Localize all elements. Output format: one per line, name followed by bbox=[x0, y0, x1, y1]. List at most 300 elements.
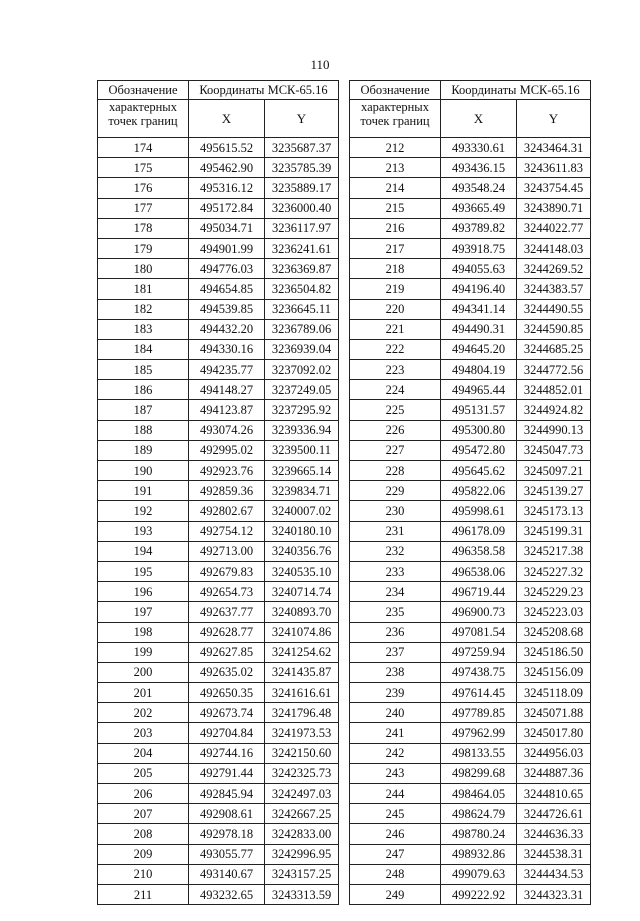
column-gap bbox=[339, 582, 350, 602]
left-x-cell: 492791.44 bbox=[189, 763, 265, 783]
right-y-cell: 3244383.57 bbox=[517, 279, 591, 299]
right-y-cell: 3244323.31 bbox=[517, 884, 591, 904]
table-row bbox=[98, 662, 591, 682]
right-point-cell: 214 bbox=[350, 178, 441, 198]
right-y-cell: 3244924.82 bbox=[517, 400, 591, 420]
right-y-cell: 3245173.13 bbox=[517, 501, 591, 521]
right-point-cell: 246 bbox=[350, 824, 441, 844]
left-point-cell: 175 bbox=[98, 158, 189, 178]
table-row bbox=[98, 360, 591, 380]
left-y-cell: 3242150.60 bbox=[265, 743, 339, 763]
left-y-cell: 3242996.95 bbox=[265, 844, 339, 864]
left-point-cell: 194 bbox=[98, 541, 189, 561]
left-x-cell: 492978.18 bbox=[189, 824, 265, 844]
right-point-cell: 229 bbox=[350, 481, 441, 501]
right-x-cell: 496719.44 bbox=[441, 582, 517, 602]
left-y-cell: 3239500.11 bbox=[265, 440, 339, 460]
left-point-cell: 180 bbox=[98, 259, 189, 279]
table-row bbox=[98, 299, 591, 319]
left-y-cell: 3242497.03 bbox=[265, 784, 339, 804]
column-gap bbox=[339, 884, 350, 904]
right-point-cell: 241 bbox=[350, 723, 441, 743]
right-x-cell: 496900.73 bbox=[441, 602, 517, 622]
right-y-cell: 3244022.77 bbox=[517, 218, 591, 238]
right-y-cell: 3243464.31 bbox=[517, 138, 591, 158]
right-point-cell: 232 bbox=[350, 541, 441, 561]
left-x-cell: 494539.85 bbox=[189, 299, 265, 319]
point-label-bottom-right: характерных точек границ bbox=[350, 100, 441, 138]
left-y-cell: 3239336.94 bbox=[265, 420, 339, 440]
column-gap bbox=[339, 642, 350, 662]
table-row bbox=[98, 561, 591, 581]
left-x-cell: 495172.84 bbox=[189, 198, 265, 218]
left-x-cell: 492754.12 bbox=[189, 521, 265, 541]
right-point-cell: 244 bbox=[350, 784, 441, 804]
table-row bbox=[98, 238, 591, 258]
right-x-cell: 498464.05 bbox=[441, 784, 517, 804]
left-x-cell: 492704.84 bbox=[189, 723, 265, 743]
left-y-cell: 3242325.73 bbox=[265, 763, 339, 783]
left-y-cell: 3241435.87 bbox=[265, 662, 339, 682]
right-y-cell: 3244990.13 bbox=[517, 420, 591, 440]
table-row bbox=[98, 198, 591, 218]
left-point-cell: 184 bbox=[98, 339, 189, 359]
column-gap bbox=[339, 784, 350, 804]
right-x-cell: 493330.61 bbox=[441, 138, 517, 158]
right-point-cell: 231 bbox=[350, 521, 441, 541]
point-label-bottom-left: характерных точек границ bbox=[98, 100, 189, 138]
table-row bbox=[98, 501, 591, 521]
left-x-cell: 493074.26 bbox=[189, 420, 265, 440]
y-header-right: Y bbox=[517, 100, 591, 138]
column-gap bbox=[339, 501, 350, 521]
left-y-cell: 3241796.48 bbox=[265, 703, 339, 723]
right-y-cell: 3244685.25 bbox=[517, 339, 591, 359]
left-y-cell: 3236645.11 bbox=[265, 299, 339, 319]
column-gap bbox=[339, 81, 350, 138]
right-point-cell: 245 bbox=[350, 804, 441, 824]
right-point-cell: 225 bbox=[350, 400, 441, 420]
table-row bbox=[98, 602, 591, 622]
column-gap bbox=[339, 279, 350, 299]
column-gap bbox=[339, 380, 350, 400]
table-row bbox=[98, 178, 591, 198]
left-x-cell: 492650.35 bbox=[189, 683, 265, 703]
left-x-cell: 495034.71 bbox=[189, 218, 265, 238]
right-y-cell: 3245223.03 bbox=[517, 602, 591, 622]
left-y-cell: 3235687.37 bbox=[265, 138, 339, 158]
left-point-cell: 189 bbox=[98, 440, 189, 460]
left-y-cell: 3237092.02 bbox=[265, 360, 339, 380]
column-gap bbox=[339, 440, 350, 460]
left-y-cell: 3236939.04 bbox=[265, 339, 339, 359]
column-gap bbox=[339, 824, 350, 844]
right-point-cell: 227 bbox=[350, 440, 441, 460]
left-point-cell: 196 bbox=[98, 582, 189, 602]
right-x-cell: 498780.24 bbox=[441, 824, 517, 844]
right-y-cell: 3244636.33 bbox=[517, 824, 591, 844]
table-row bbox=[98, 582, 591, 602]
right-x-cell: 493665.49 bbox=[441, 198, 517, 218]
left-y-cell: 3241616.61 bbox=[265, 683, 339, 703]
left-point-cell: 208 bbox=[98, 824, 189, 844]
left-point-cell: 198 bbox=[98, 622, 189, 642]
left-x-cell: 492679.83 bbox=[189, 561, 265, 581]
right-x-cell: 493789.82 bbox=[441, 218, 517, 238]
coordinates-table bbox=[97, 80, 591, 905]
table-row bbox=[98, 763, 591, 783]
column-gap bbox=[339, 864, 350, 884]
left-point-cell: 197 bbox=[98, 602, 189, 622]
table-row bbox=[98, 481, 591, 501]
column-gap bbox=[339, 541, 350, 561]
right-point-cell: 243 bbox=[350, 763, 441, 783]
left-y-cell: 3236117.97 bbox=[265, 218, 339, 238]
table-row bbox=[98, 259, 591, 279]
right-y-cell: 3244269.52 bbox=[517, 259, 591, 279]
right-point-cell: 220 bbox=[350, 299, 441, 319]
right-x-cell: 494490.31 bbox=[441, 319, 517, 339]
right-point-cell: 228 bbox=[350, 461, 441, 481]
left-point-cell: 207 bbox=[98, 804, 189, 824]
left-point-cell: 185 bbox=[98, 360, 189, 380]
left-x-cell: 494901.99 bbox=[189, 238, 265, 258]
left-x-cell: 494432.20 bbox=[189, 319, 265, 339]
right-point-cell: 223 bbox=[350, 360, 441, 380]
left-y-cell: 3242833.00 bbox=[265, 824, 339, 844]
right-x-cell: 496538.06 bbox=[441, 561, 517, 581]
left-x-cell: 492654.73 bbox=[189, 582, 265, 602]
left-y-cell: 3240535.10 bbox=[265, 561, 339, 581]
left-y-cell: 3235785.39 bbox=[265, 158, 339, 178]
table-row bbox=[98, 703, 591, 723]
right-y-cell: 3245208.68 bbox=[517, 622, 591, 642]
left-point-cell: 201 bbox=[98, 683, 189, 703]
column-gap bbox=[339, 400, 350, 420]
right-x-cell: 498299.68 bbox=[441, 763, 517, 783]
table-row bbox=[98, 824, 591, 844]
column-gap bbox=[339, 461, 350, 481]
table-row bbox=[98, 642, 591, 662]
left-point-cell: 202 bbox=[98, 703, 189, 723]
right-x-cell: 494341.14 bbox=[441, 299, 517, 319]
point-label-top-right: Обозначение bbox=[350, 81, 441, 100]
left-y-cell: 3240714.74 bbox=[265, 582, 339, 602]
right-y-cell: 3245017.80 bbox=[517, 723, 591, 743]
left-x-cell: 492908.61 bbox=[189, 804, 265, 824]
table-row bbox=[98, 420, 591, 440]
right-point-cell: 249 bbox=[350, 884, 441, 904]
table-row bbox=[98, 723, 591, 743]
column-gap bbox=[339, 138, 350, 158]
left-x-cell: 492637.77 bbox=[189, 602, 265, 622]
left-x-cell: 494123.87 bbox=[189, 400, 265, 420]
right-y-cell: 3244538.31 bbox=[517, 844, 591, 864]
right-point-cell: 212 bbox=[350, 138, 441, 158]
table-row bbox=[98, 319, 591, 339]
table-row bbox=[98, 400, 591, 420]
left-y-cell: 3236504.82 bbox=[265, 279, 339, 299]
table-row bbox=[98, 864, 591, 884]
right-y-cell: 3245118.09 bbox=[517, 683, 591, 703]
left-point-cell: 210 bbox=[98, 864, 189, 884]
left-x-cell: 495316.12 bbox=[189, 178, 265, 198]
left-x-cell: 494148.27 bbox=[189, 380, 265, 400]
page-number: 110 bbox=[310, 57, 330, 72]
right-point-cell: 234 bbox=[350, 582, 441, 602]
right-point-cell: 247 bbox=[350, 844, 441, 864]
table-row bbox=[98, 541, 591, 561]
right-x-cell: 497259.94 bbox=[441, 642, 517, 662]
column-gap bbox=[339, 622, 350, 642]
left-x-cell: 494330.16 bbox=[189, 339, 265, 359]
left-x-cell: 492627.85 bbox=[189, 642, 265, 662]
right-x-cell: 493918.75 bbox=[441, 238, 517, 258]
right-x-cell: 494196.40 bbox=[441, 279, 517, 299]
column-gap bbox=[339, 602, 350, 622]
right-y-cell: 3245217.38 bbox=[517, 541, 591, 561]
left-x-cell: 493232.65 bbox=[189, 884, 265, 904]
right-x-cell: 495822.06 bbox=[441, 481, 517, 501]
right-point-cell: 224 bbox=[350, 380, 441, 400]
x-header-left: X bbox=[189, 100, 265, 138]
left-x-cell: 492845.94 bbox=[189, 784, 265, 804]
left-point-cell: 178 bbox=[98, 218, 189, 238]
table-row bbox=[98, 743, 591, 763]
left-x-cell: 493055.77 bbox=[189, 844, 265, 864]
right-y-cell: 3243890.71 bbox=[517, 198, 591, 218]
column-gap bbox=[339, 259, 350, 279]
y-header-left: Y bbox=[265, 100, 339, 138]
left-point-cell: 193 bbox=[98, 521, 189, 541]
coords-system-label-right: Координаты МСК-65.16 bbox=[441, 81, 591, 100]
right-x-cell: 494804.19 bbox=[441, 360, 517, 380]
right-x-cell: 497081.54 bbox=[441, 622, 517, 642]
column-gap bbox=[339, 683, 350, 703]
left-point-cell: 203 bbox=[98, 723, 189, 743]
left-y-cell: 3243313.59 bbox=[265, 884, 339, 904]
left-point-cell: 195 bbox=[98, 561, 189, 581]
right-y-cell: 3243754.45 bbox=[517, 178, 591, 198]
right-point-cell: 240 bbox=[350, 703, 441, 723]
left-x-cell: 494235.77 bbox=[189, 360, 265, 380]
column-gap bbox=[339, 319, 350, 339]
left-y-cell: 3241254.62 bbox=[265, 642, 339, 662]
right-point-cell: 217 bbox=[350, 238, 441, 258]
left-point-cell: 176 bbox=[98, 178, 189, 198]
left-x-cell: 492995.02 bbox=[189, 440, 265, 460]
left-y-cell: 3236369.87 bbox=[265, 259, 339, 279]
right-point-cell: 213 bbox=[350, 158, 441, 178]
right-x-cell: 493436.15 bbox=[441, 158, 517, 178]
left-point-cell: 200 bbox=[98, 662, 189, 682]
right-x-cell: 494965.44 bbox=[441, 380, 517, 400]
left-x-cell: 492744.16 bbox=[189, 743, 265, 763]
table-row bbox=[98, 521, 591, 541]
right-x-cell: 494645.20 bbox=[441, 339, 517, 359]
left-x-cell: 495615.52 bbox=[189, 138, 265, 158]
right-point-cell: 248 bbox=[350, 864, 441, 884]
left-point-cell: 174 bbox=[98, 138, 189, 158]
right-y-cell: 3244726.61 bbox=[517, 804, 591, 824]
right-point-cell: 237 bbox=[350, 642, 441, 662]
right-y-cell: 3245229.23 bbox=[517, 582, 591, 602]
right-x-cell: 499222.92 bbox=[441, 884, 517, 904]
right-y-cell: 3244434.53 bbox=[517, 864, 591, 884]
left-x-cell: 492859.36 bbox=[189, 481, 265, 501]
right-x-cell: 495645.62 bbox=[441, 461, 517, 481]
right-point-cell: 226 bbox=[350, 420, 441, 440]
left-point-cell: 211 bbox=[98, 884, 189, 904]
column-gap bbox=[339, 561, 350, 581]
right-y-cell: 3244956.03 bbox=[517, 743, 591, 763]
right-y-cell: 3245139.27 bbox=[517, 481, 591, 501]
left-point-cell: 181 bbox=[98, 279, 189, 299]
right-x-cell: 497789.85 bbox=[441, 703, 517, 723]
left-y-cell: 3235889.17 bbox=[265, 178, 339, 198]
left-y-cell: 3243157.25 bbox=[265, 864, 339, 884]
left-y-cell: 3239834.71 bbox=[265, 481, 339, 501]
right-point-cell: 218 bbox=[350, 259, 441, 279]
right-point-cell: 215 bbox=[350, 198, 441, 218]
left-point-cell: 190 bbox=[98, 461, 189, 481]
left-y-cell: 3236000.40 bbox=[265, 198, 339, 218]
right-x-cell: 495300.80 bbox=[441, 420, 517, 440]
column-gap bbox=[339, 420, 350, 440]
left-x-cell: 492802.67 bbox=[189, 501, 265, 521]
right-x-cell: 497438.75 bbox=[441, 662, 517, 682]
column-gap bbox=[339, 178, 350, 198]
left-y-cell: 3237295.92 bbox=[265, 400, 339, 420]
left-point-cell: 183 bbox=[98, 319, 189, 339]
right-x-cell: 493548.24 bbox=[441, 178, 517, 198]
left-y-cell: 3241074.86 bbox=[265, 622, 339, 642]
table-row bbox=[98, 683, 591, 703]
left-point-cell: 192 bbox=[98, 501, 189, 521]
right-y-cell: 3244772.56 bbox=[517, 360, 591, 380]
left-point-cell: 205 bbox=[98, 763, 189, 783]
right-x-cell: 498624.79 bbox=[441, 804, 517, 824]
left-x-cell: 494776.03 bbox=[189, 259, 265, 279]
right-x-cell: 495998.61 bbox=[441, 501, 517, 521]
column-gap bbox=[339, 218, 350, 238]
right-y-cell: 3244590.85 bbox=[517, 319, 591, 339]
right-x-cell: 497614.45 bbox=[441, 683, 517, 703]
right-y-cell: 3245156.09 bbox=[517, 662, 591, 682]
column-gap bbox=[339, 662, 350, 682]
column-gap bbox=[339, 763, 350, 783]
right-point-cell: 219 bbox=[350, 279, 441, 299]
right-point-cell: 236 bbox=[350, 622, 441, 642]
table-row bbox=[98, 884, 591, 904]
left-point-cell: 206 bbox=[98, 784, 189, 804]
table-row bbox=[98, 622, 591, 642]
column-gap bbox=[339, 703, 350, 723]
right-point-cell: 221 bbox=[350, 319, 441, 339]
left-y-cell: 3240180.10 bbox=[265, 521, 339, 541]
left-y-cell: 3239665.14 bbox=[265, 461, 339, 481]
right-y-cell: 3245199.31 bbox=[517, 521, 591, 541]
right-point-cell: 239 bbox=[350, 683, 441, 703]
column-gap bbox=[339, 481, 350, 501]
left-y-cell: 3240893.70 bbox=[265, 602, 339, 622]
right-x-cell: 498133.55 bbox=[441, 743, 517, 763]
column-gap bbox=[339, 521, 350, 541]
left-point-cell: 209 bbox=[98, 844, 189, 864]
column-gap bbox=[339, 198, 350, 218]
right-x-cell: 496358.58 bbox=[441, 541, 517, 561]
column-gap bbox=[339, 743, 350, 763]
point-label-top-left: Обозначение bbox=[98, 81, 189, 100]
left-point-cell: 187 bbox=[98, 400, 189, 420]
left-y-cell: 3236241.61 bbox=[265, 238, 339, 258]
right-point-cell: 222 bbox=[350, 339, 441, 359]
left-x-cell: 492923.76 bbox=[189, 461, 265, 481]
table-row bbox=[98, 339, 591, 359]
right-point-cell: 233 bbox=[350, 561, 441, 581]
right-point-cell: 235 bbox=[350, 602, 441, 622]
table-row bbox=[98, 844, 591, 864]
right-x-cell: 497962.99 bbox=[441, 723, 517, 743]
table-row bbox=[98, 461, 591, 481]
left-x-cell: 494654.85 bbox=[189, 279, 265, 299]
column-gap bbox=[339, 360, 350, 380]
right-y-cell: 3244887.36 bbox=[517, 763, 591, 783]
left-x-cell: 492628.77 bbox=[189, 622, 265, 642]
x-header-right: X bbox=[441, 100, 517, 138]
table-row bbox=[98, 279, 591, 299]
left-point-cell: 177 bbox=[98, 198, 189, 218]
table-row bbox=[98, 784, 591, 804]
column-gap bbox=[339, 339, 350, 359]
left-point-cell: 182 bbox=[98, 299, 189, 319]
right-y-cell: 3245097.21 bbox=[517, 461, 591, 481]
table-row bbox=[98, 804, 591, 824]
left-y-cell: 3237249.05 bbox=[265, 380, 339, 400]
right-x-cell: 495472.80 bbox=[441, 440, 517, 460]
table-row bbox=[98, 380, 591, 400]
left-x-cell: 492673.74 bbox=[189, 703, 265, 723]
left-y-cell: 3242667.25 bbox=[265, 804, 339, 824]
right-y-cell: 3245071.88 bbox=[517, 703, 591, 723]
left-point-cell: 186 bbox=[98, 380, 189, 400]
table-row bbox=[98, 218, 591, 238]
left-x-cell: 493140.67 bbox=[189, 864, 265, 884]
right-y-cell: 3245186.50 bbox=[517, 642, 591, 662]
left-point-cell: 191 bbox=[98, 481, 189, 501]
column-gap bbox=[339, 723, 350, 743]
column-gap bbox=[339, 238, 350, 258]
left-x-cell: 495462.90 bbox=[189, 158, 265, 178]
column-gap bbox=[339, 158, 350, 178]
column-gap bbox=[339, 844, 350, 864]
right-point-cell: 242 bbox=[350, 743, 441, 763]
right-y-cell: 3245227.32 bbox=[517, 561, 591, 581]
left-y-cell: 3240356.76 bbox=[265, 541, 339, 561]
right-y-cell: 3243611.83 bbox=[517, 158, 591, 178]
right-point-cell: 216 bbox=[350, 218, 441, 238]
right-y-cell: 3244810.65 bbox=[517, 784, 591, 804]
coords-system-label-left: Координаты МСК-65.16 bbox=[189, 81, 339, 100]
left-y-cell: 3241973.53 bbox=[265, 723, 339, 743]
left-y-cell: 3236789.06 bbox=[265, 319, 339, 339]
right-y-cell: 3244148.03 bbox=[517, 238, 591, 258]
table-row bbox=[98, 440, 591, 460]
left-point-cell: 204 bbox=[98, 743, 189, 763]
right-x-cell: 496178.09 bbox=[441, 521, 517, 541]
right-point-cell: 238 bbox=[350, 662, 441, 682]
left-point-cell: 179 bbox=[98, 238, 189, 258]
